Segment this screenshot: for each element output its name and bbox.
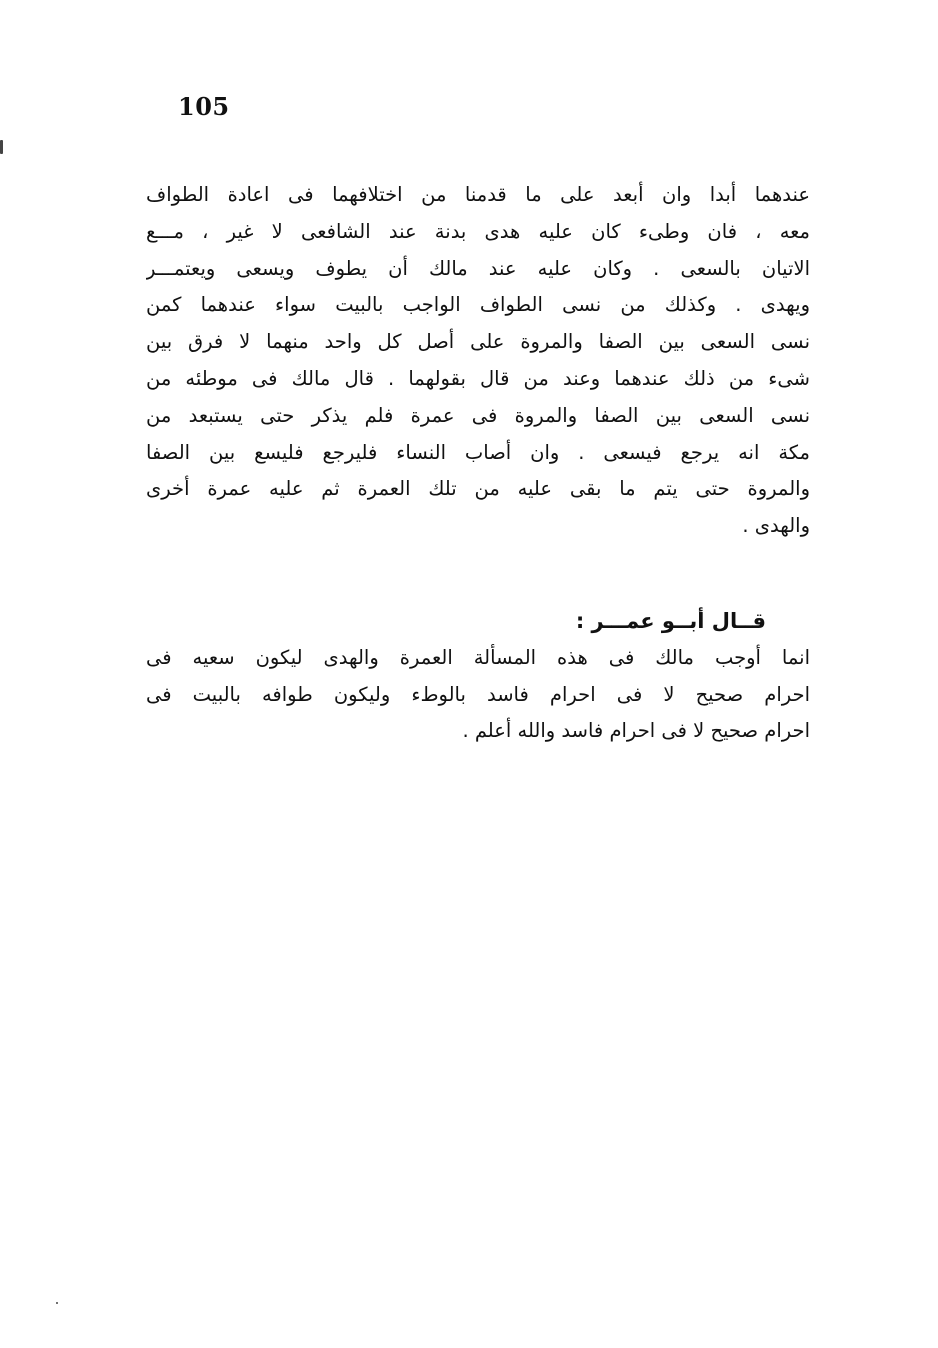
text-line: مكة انه يرجع فيسعى . وان أصاب النساء فليرجع فليسع بين الصفا xyxy=(146,440,810,464)
text-line: شىء من ذلك عندهما وعند من قال بقولهما . قال مالك فى موطئه من xyxy=(146,366,810,390)
text-line: الاتيان بالسعى . وكان عليه عند مالك أن يطوف ويسعى ويعتمـــر xyxy=(146,256,810,280)
text-line: والهدى . xyxy=(742,514,810,538)
text-line: والمروة حتى يتم ما بقى عليه من تلك العمرة ثم عليه عمرة أخرى xyxy=(146,477,810,501)
text-line: انما أوجب مالك فى هذه المسألة العمرة والهدى ليكون سعيه فى xyxy=(146,645,810,669)
scan-speck xyxy=(0,140,3,154)
page-number: 105 xyxy=(178,92,230,121)
text-line: احرام صحيح لا فى احرام فاسد والله أعلم . xyxy=(462,719,810,743)
text-line: احرام صحيح لا فى احرام فاسد بالوطء وليكون طوافه بالبيت فى xyxy=(146,682,810,706)
scan-speck xyxy=(56,1302,58,1304)
text-line: معه ، فان وطىء كان عليه هدى بدنة عند الشافعى لا غير ، مـــع xyxy=(146,219,810,243)
paragraph-commentary xyxy=(146,603,810,750)
text-line: ويهدى . وكذلك من نسى الطواف الواجب بالبيت سواء عندهما كمن xyxy=(146,293,810,317)
section-heading: قــال أبــو عمـــر : xyxy=(575,609,766,633)
paragraph-main xyxy=(146,177,810,545)
text-line: نسى السعى بين الصفا والمروة فى عمرة فلم يذكر حتى يستبعد من xyxy=(146,403,810,427)
text-line: نسى السعى بين الصفا والمروة على أصل كل واحد منهما لا فرق بين xyxy=(146,330,810,354)
text-line: عندهما أبدا وان أبعد على ما قدمنا من اختلافهما فى اعادة الطواف xyxy=(146,183,810,206)
